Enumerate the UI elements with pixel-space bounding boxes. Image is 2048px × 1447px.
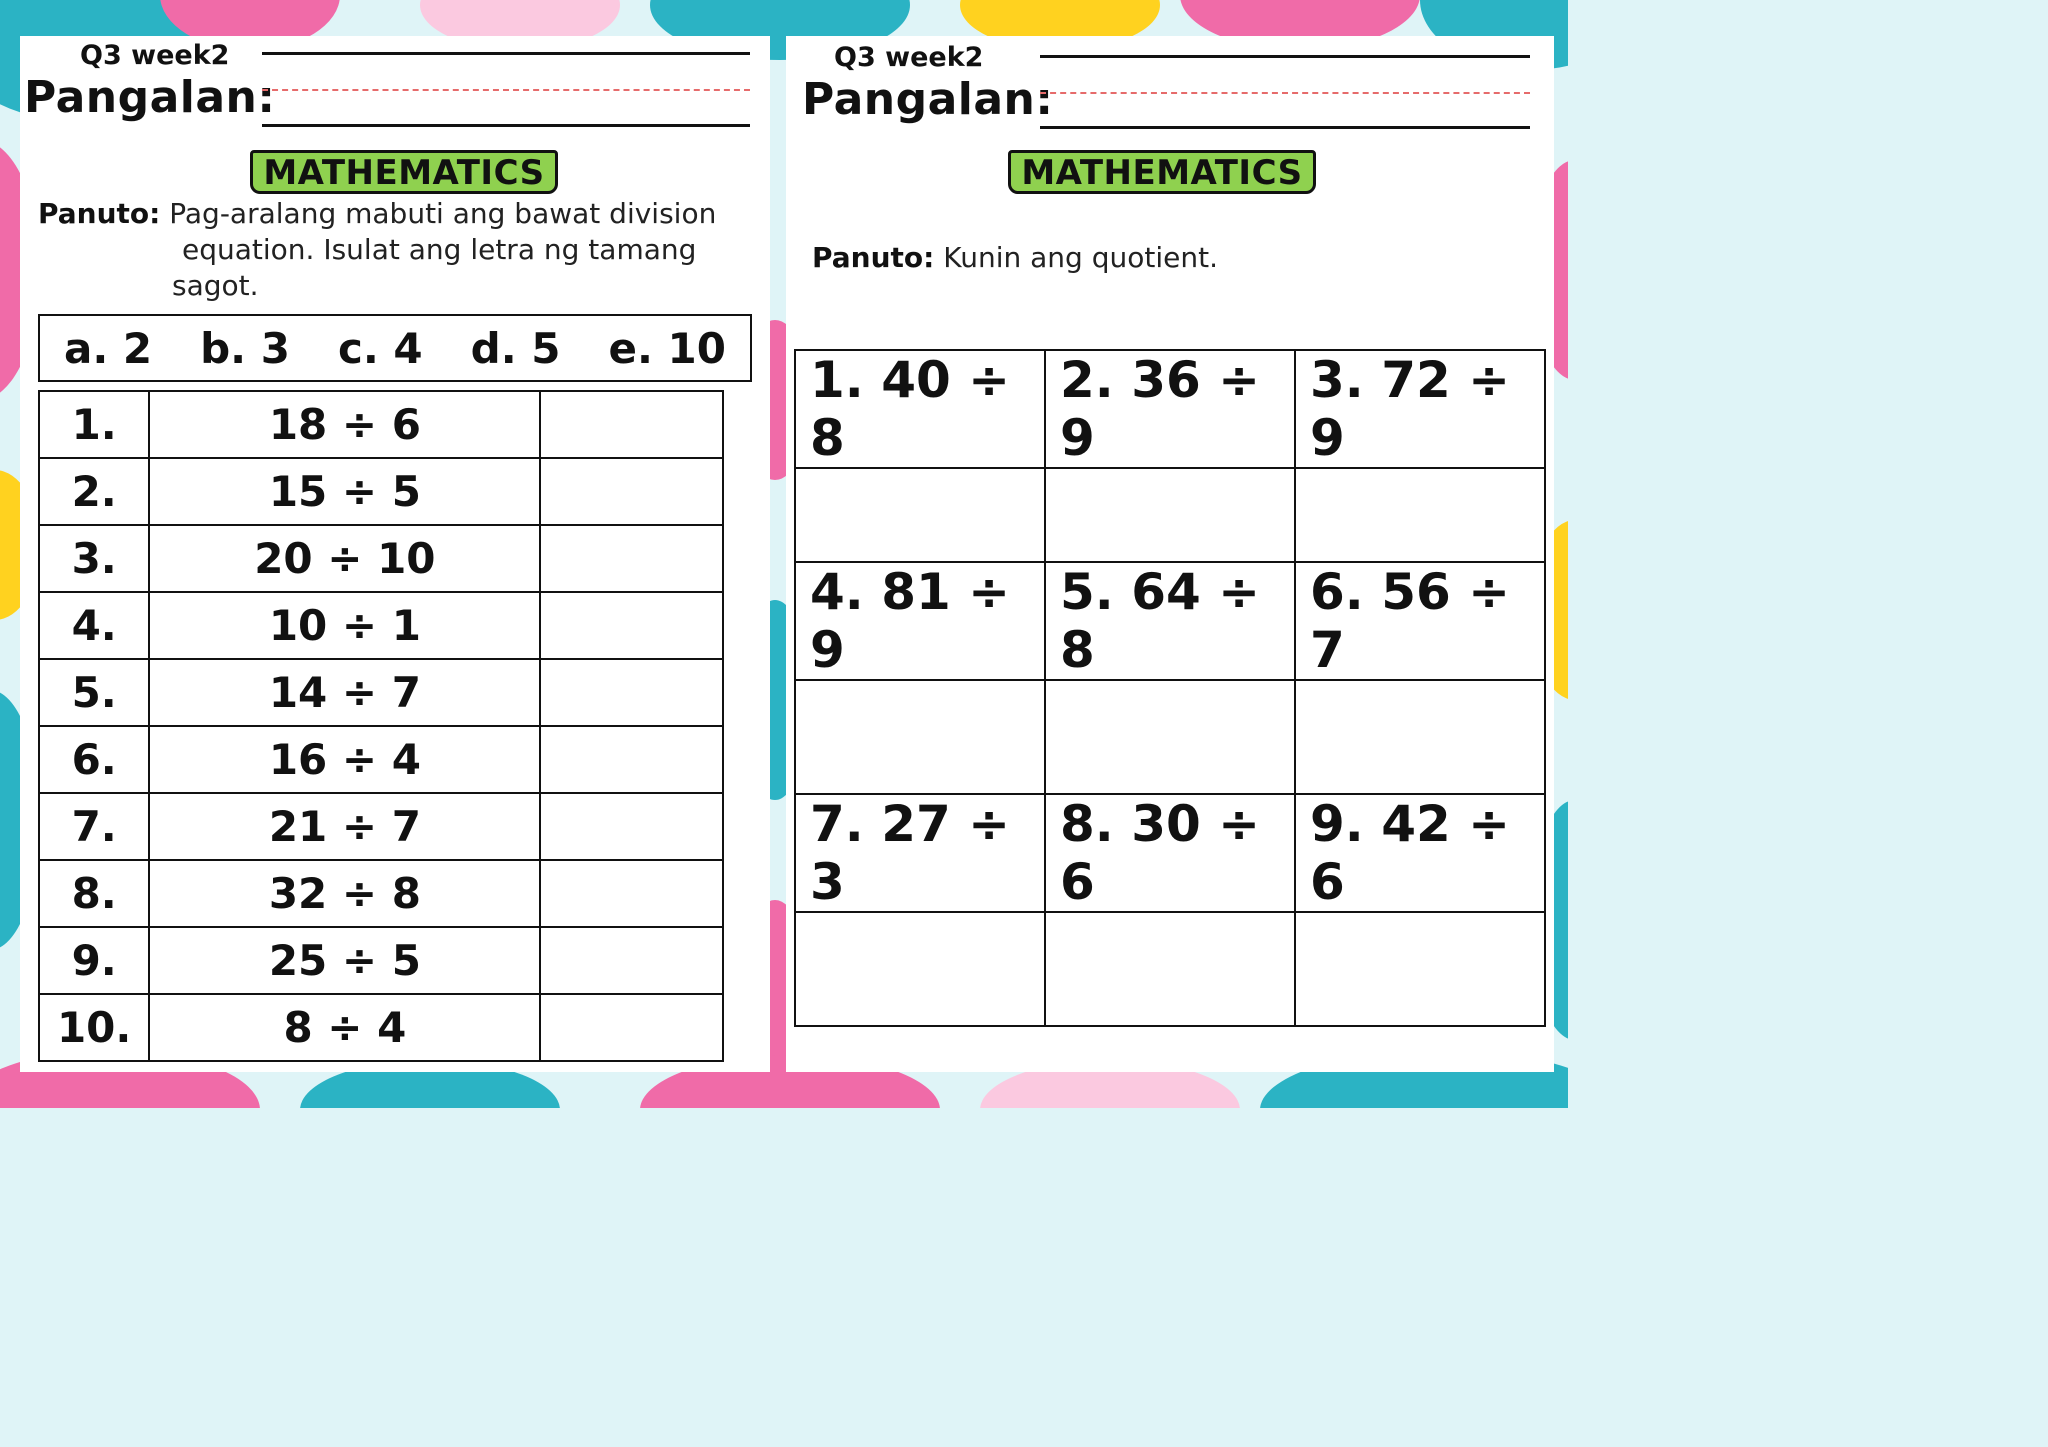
quotient-grid <box>794 349 1546 1027</box>
item-equation: 21 ÷ 7 <box>149 793 540 860</box>
quarter-label: Q3 week2 <box>80 40 230 71</box>
subject-badge: MATHEMATICS <box>250 150 558 194</box>
answer-cell[interactable] <box>540 458 723 525</box>
answer-cell[interactable] <box>795 468 1045 562</box>
answer-cell[interactable] <box>795 912 1045 1026</box>
division-table <box>38 390 724 1062</box>
name-line-top <box>1040 55 1530 58</box>
problem-cell: 1. 40 ÷ 8 <box>795 350 1045 468</box>
problem-cell: 9. 42 ÷ 6 <box>1295 794 1545 912</box>
choice-d: d. 5 <box>470 323 561 373</box>
answer-row <box>795 680 1545 794</box>
item-number: 3. <box>39 525 149 592</box>
name-line-bottom[interactable] <box>1040 126 1530 129</box>
item-equation: 32 ÷ 8 <box>149 860 540 927</box>
problem-cell: 6. 56 ÷ 7 <box>1295 562 1545 680</box>
name-label: Pangalan: <box>24 72 276 123</box>
table-row <box>39 860 723 927</box>
name-line-bottom[interactable] <box>262 124 750 127</box>
item-equation: 18 ÷ 6 <box>149 391 540 458</box>
problem-cell: 5. 64 ÷ 8 <box>1045 562 1295 680</box>
item-number: 8. <box>39 860 149 927</box>
item-number: 10. <box>39 994 149 1061</box>
table-row <box>39 458 723 525</box>
table-row <box>39 793 723 860</box>
problem-row <box>795 562 1545 680</box>
answer-cell[interactable] <box>540 726 723 793</box>
answer-cell[interactable] <box>540 927 723 994</box>
answer-cell[interactable] <box>795 680 1045 794</box>
choice-e: e. 10 <box>608 323 726 373</box>
instructions <box>38 196 716 304</box>
answer-row <box>795 468 1545 562</box>
name-line-dashed <box>1040 92 1530 94</box>
table-row <box>39 927 723 994</box>
answer-cell[interactable] <box>1045 468 1295 562</box>
instruction-text: Kunin ang quotient. <box>943 241 1218 274</box>
table-row <box>39 726 723 793</box>
item-equation: 25 ÷ 5 <box>149 927 540 994</box>
item-number: 7. <box>39 793 149 860</box>
answer-cell[interactable] <box>540 860 723 927</box>
instruction-line-1: Pag-aralang mabuti ang bawat division <box>169 197 717 230</box>
subject-badge: MATHEMATICS <box>1008 150 1316 194</box>
item-number: 2. <box>39 458 149 525</box>
instruction-label: Panuto: <box>812 241 935 274</box>
item-number: 5. <box>39 659 149 726</box>
item-number: 9. <box>39 927 149 994</box>
item-number: 1. <box>39 391 149 458</box>
table-row <box>39 592 723 659</box>
problem-row <box>795 350 1545 468</box>
answer-cell[interactable] <box>540 391 723 458</box>
answer-row <box>795 912 1545 1026</box>
item-equation: 20 ÷ 10 <box>149 525 540 592</box>
choice-b: b. 3 <box>200 323 290 373</box>
problem-cell: 3. 72 ÷ 9 <box>1295 350 1545 468</box>
item-equation: 16 ÷ 4 <box>149 726 540 793</box>
choice-a: a. 2 <box>63 323 153 373</box>
answer-cell[interactable] <box>540 525 723 592</box>
item-equation: 10 ÷ 1 <box>149 592 540 659</box>
answer-cell[interactable] <box>540 659 723 726</box>
worksheet-left <box>20 36 770 1072</box>
quarter-label: Q3 week2 <box>834 42 984 73</box>
choice-c: c. 4 <box>337 323 423 373</box>
instruction-label: Panuto: <box>38 197 161 230</box>
problem-cell: 4. 81 ÷ 9 <box>795 562 1045 680</box>
table-row <box>39 525 723 592</box>
problem-row <box>795 794 1545 912</box>
problem-cell: 8. 30 ÷ 6 <box>1045 794 1295 912</box>
answer-choices <box>38 314 752 382</box>
item-number: 6. <box>39 726 149 793</box>
answer-cell[interactable] <box>1295 680 1545 794</box>
instruction-line-2: equation. Isulat ang letra ng tamang <box>182 233 697 266</box>
answer-cell[interactable] <box>540 994 723 1061</box>
answer-cell[interactable] <box>540 793 723 860</box>
answer-cell[interactable] <box>1045 912 1295 1026</box>
name-line-dashed <box>262 89 750 91</box>
problem-cell: 7. 27 ÷ 3 <box>795 794 1045 912</box>
table-row <box>39 659 723 726</box>
item-equation: 15 ÷ 5 <box>149 458 540 525</box>
item-equation: 8 ÷ 4 <box>149 994 540 1061</box>
item-equation: 14 ÷ 7 <box>149 659 540 726</box>
table-row <box>39 994 723 1061</box>
item-number: 4. <box>39 592 149 659</box>
table-row <box>39 391 723 458</box>
answer-cell[interactable] <box>1295 468 1545 562</box>
problem-cell: 2. 36 ÷ 9 <box>1045 350 1295 468</box>
instructions <box>812 240 1218 276</box>
answer-cell[interactable] <box>1295 912 1545 1026</box>
worksheet-right <box>786 36 1554 1072</box>
name-line-top <box>262 52 750 55</box>
name-label: Pangalan: <box>802 74 1054 125</box>
answer-cell[interactable] <box>540 592 723 659</box>
answer-cell[interactable] <box>1045 680 1295 794</box>
instruction-line-3: sagot. <box>172 269 259 302</box>
